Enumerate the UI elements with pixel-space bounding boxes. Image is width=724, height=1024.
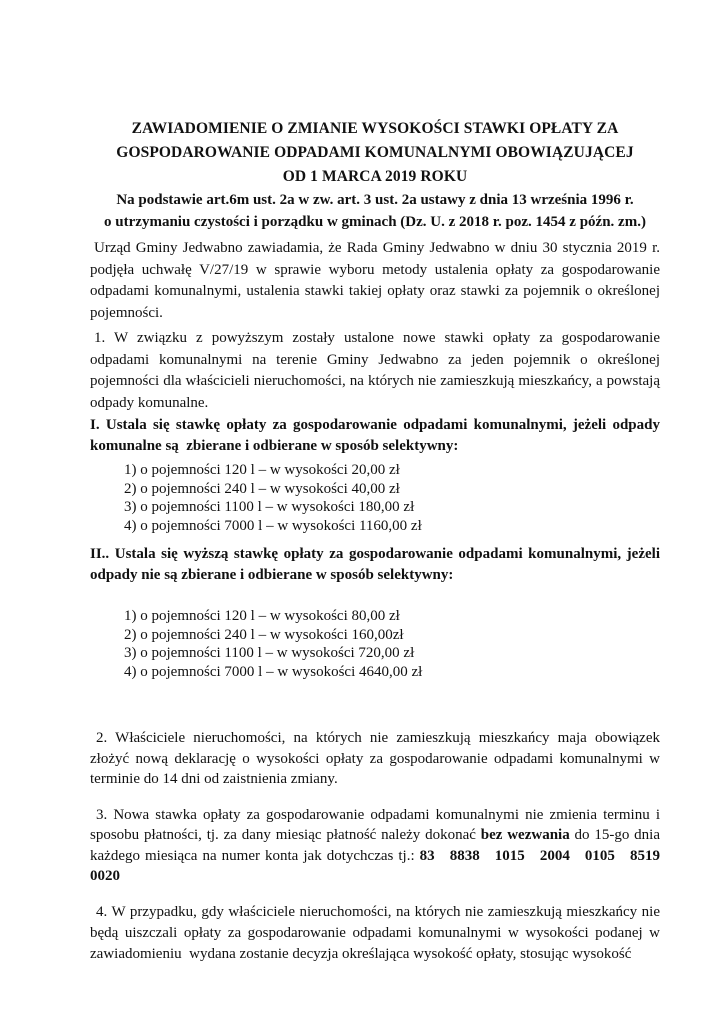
document-content (90, 0, 664, 965)
point-3-bold-no-summons: bez wezwania (480, 827, 570, 843)
document-title (90, 117, 660, 189)
legal-basis (90, 189, 660, 233)
legal-basis-line-2: o utrzymaniu czystości i porządku w gminach (Dz. U. z 2018 r. poz. 1454 z późn. zm.) (104, 214, 646, 230)
legal-basis-line-1: Na podstawie art.6m ust. 2a w zw. art. 3 ust. 2a ustawy z dnia 13 września 1996 r. (116, 192, 634, 208)
rate-item: 3) o pojemności 1100 l – w wysokości 720,00 zł (124, 645, 415, 661)
title-line-3: OD 1 MARCA 2019 ROKU (282, 168, 468, 185)
section-1-heading: I. Ustala się stawkę opłaty za gospodarowanie odpadami komunalnymi, jeżeli odpady komunalne są zbierane i odbierane w sposób selektywny: (90, 417, 664, 454)
rate-item: 1) o pojemności 120 l – w wysokości 20,00 zł (124, 462, 400, 478)
rate-item: 1) o pojemności 120 l – w wysokości 80,00 zł (124, 608, 400, 624)
rate-item: 2) o pojemności 240 l – w wysokości 160,00zł (124, 626, 404, 643)
point-2-paragraph: 2. Właściciele nieruchomości, na których nie zamieszkują mieszkańcy maja obowiązek złożyć nową deklarację o wysokości opłaty za gospodarowanie odpadami komunalnymi w terminie do 14 dni od zaistnienia zmiany. (90, 730, 664, 787)
section-2-rate-list (90, 607, 660, 681)
rate-item: 4) o pojemności 7000 l – w wysokości 4640,00 zł (124, 663, 423, 680)
title-line-1: ZAWIADOMIENIE O ZMIANIE WYSOKOŚCI STAWKI OPŁATY ZA (131, 120, 619, 137)
section-1-rate-list (90, 461, 660, 535)
bank-account-number: 83 8838 1015 2004 0105 8519 0020 (90, 847, 664, 884)
intro-paragraph: Urząd Gminy Jedwabno zawiadamia, że Rada Gminy Jedwabno w dniu 30 stycznia 2019 r. podjęła uchwałę V/27/19 w sprawie wyboru metody ustalenia opłaty za gospodarowanie odpadami komunalnymi, ustalenia stawki takiej opłaty oraz stawki za pojemnik o określonej pojemności. (90, 240, 664, 321)
point-1-paragraph: 1. W związku z powyższym zostały ustalone nowe stawki opłaty za gospodarowanie odpadami komunalnymi na terenie Gminy Jedwabno za jeden pojemnik o określonej pojemności dla właścicieli nieruchomości, na których nie zamieszkują mieszkańcy, a powstają odpady komunalne. (90, 330, 664, 411)
rate-item: 4) o pojemności 7000 l – w wysokości 1160,00 zł (124, 517, 422, 534)
point-3-text-2: do 15-go dnia każdego miesiąca na numer konta jak dotychczas tj.: (90, 827, 664, 864)
rate-item: 2) o pojemności 240 l – w wysokości 40,00 zł (124, 480, 400, 497)
section-2-heading: II.. Ustala się wyższą stawkę opłaty za gospodarowanie odpadami komunalnymi, jeżeli odpady nie są zbierane i odbierane w sposób selektywny: (90, 546, 664, 583)
point-3-text-1: 3. Nowa stawka opłaty za gospodarowanie odpadami komunalnymi nie zmienia terminu i sposobu płatności, tj. za dany miesiąc płatność należy dokonać (90, 806, 664, 843)
title-line-2: GOSPODAROWANIE ODPADAMI KOMUNALNYMI OBOWIĄZUJĄCEJ (116, 144, 634, 161)
rate-item: 3) o pojemności 1100 l – w wysokości 180,00 zł (124, 499, 415, 515)
point-3-paragraph (90, 805, 664, 887)
point-4-paragraph: 4. W przypadku, gdy właściciele nieruchomości, na których nie zamieszkują mieszkańcy nie będą uiszczali opłaty za gospodarowanie odpadami komunalnymi w wysokości podanej w zawiadomieniu wydana zostanie decyzja określająca wysokość opłaty, stosując wysokość (90, 903, 664, 962)
